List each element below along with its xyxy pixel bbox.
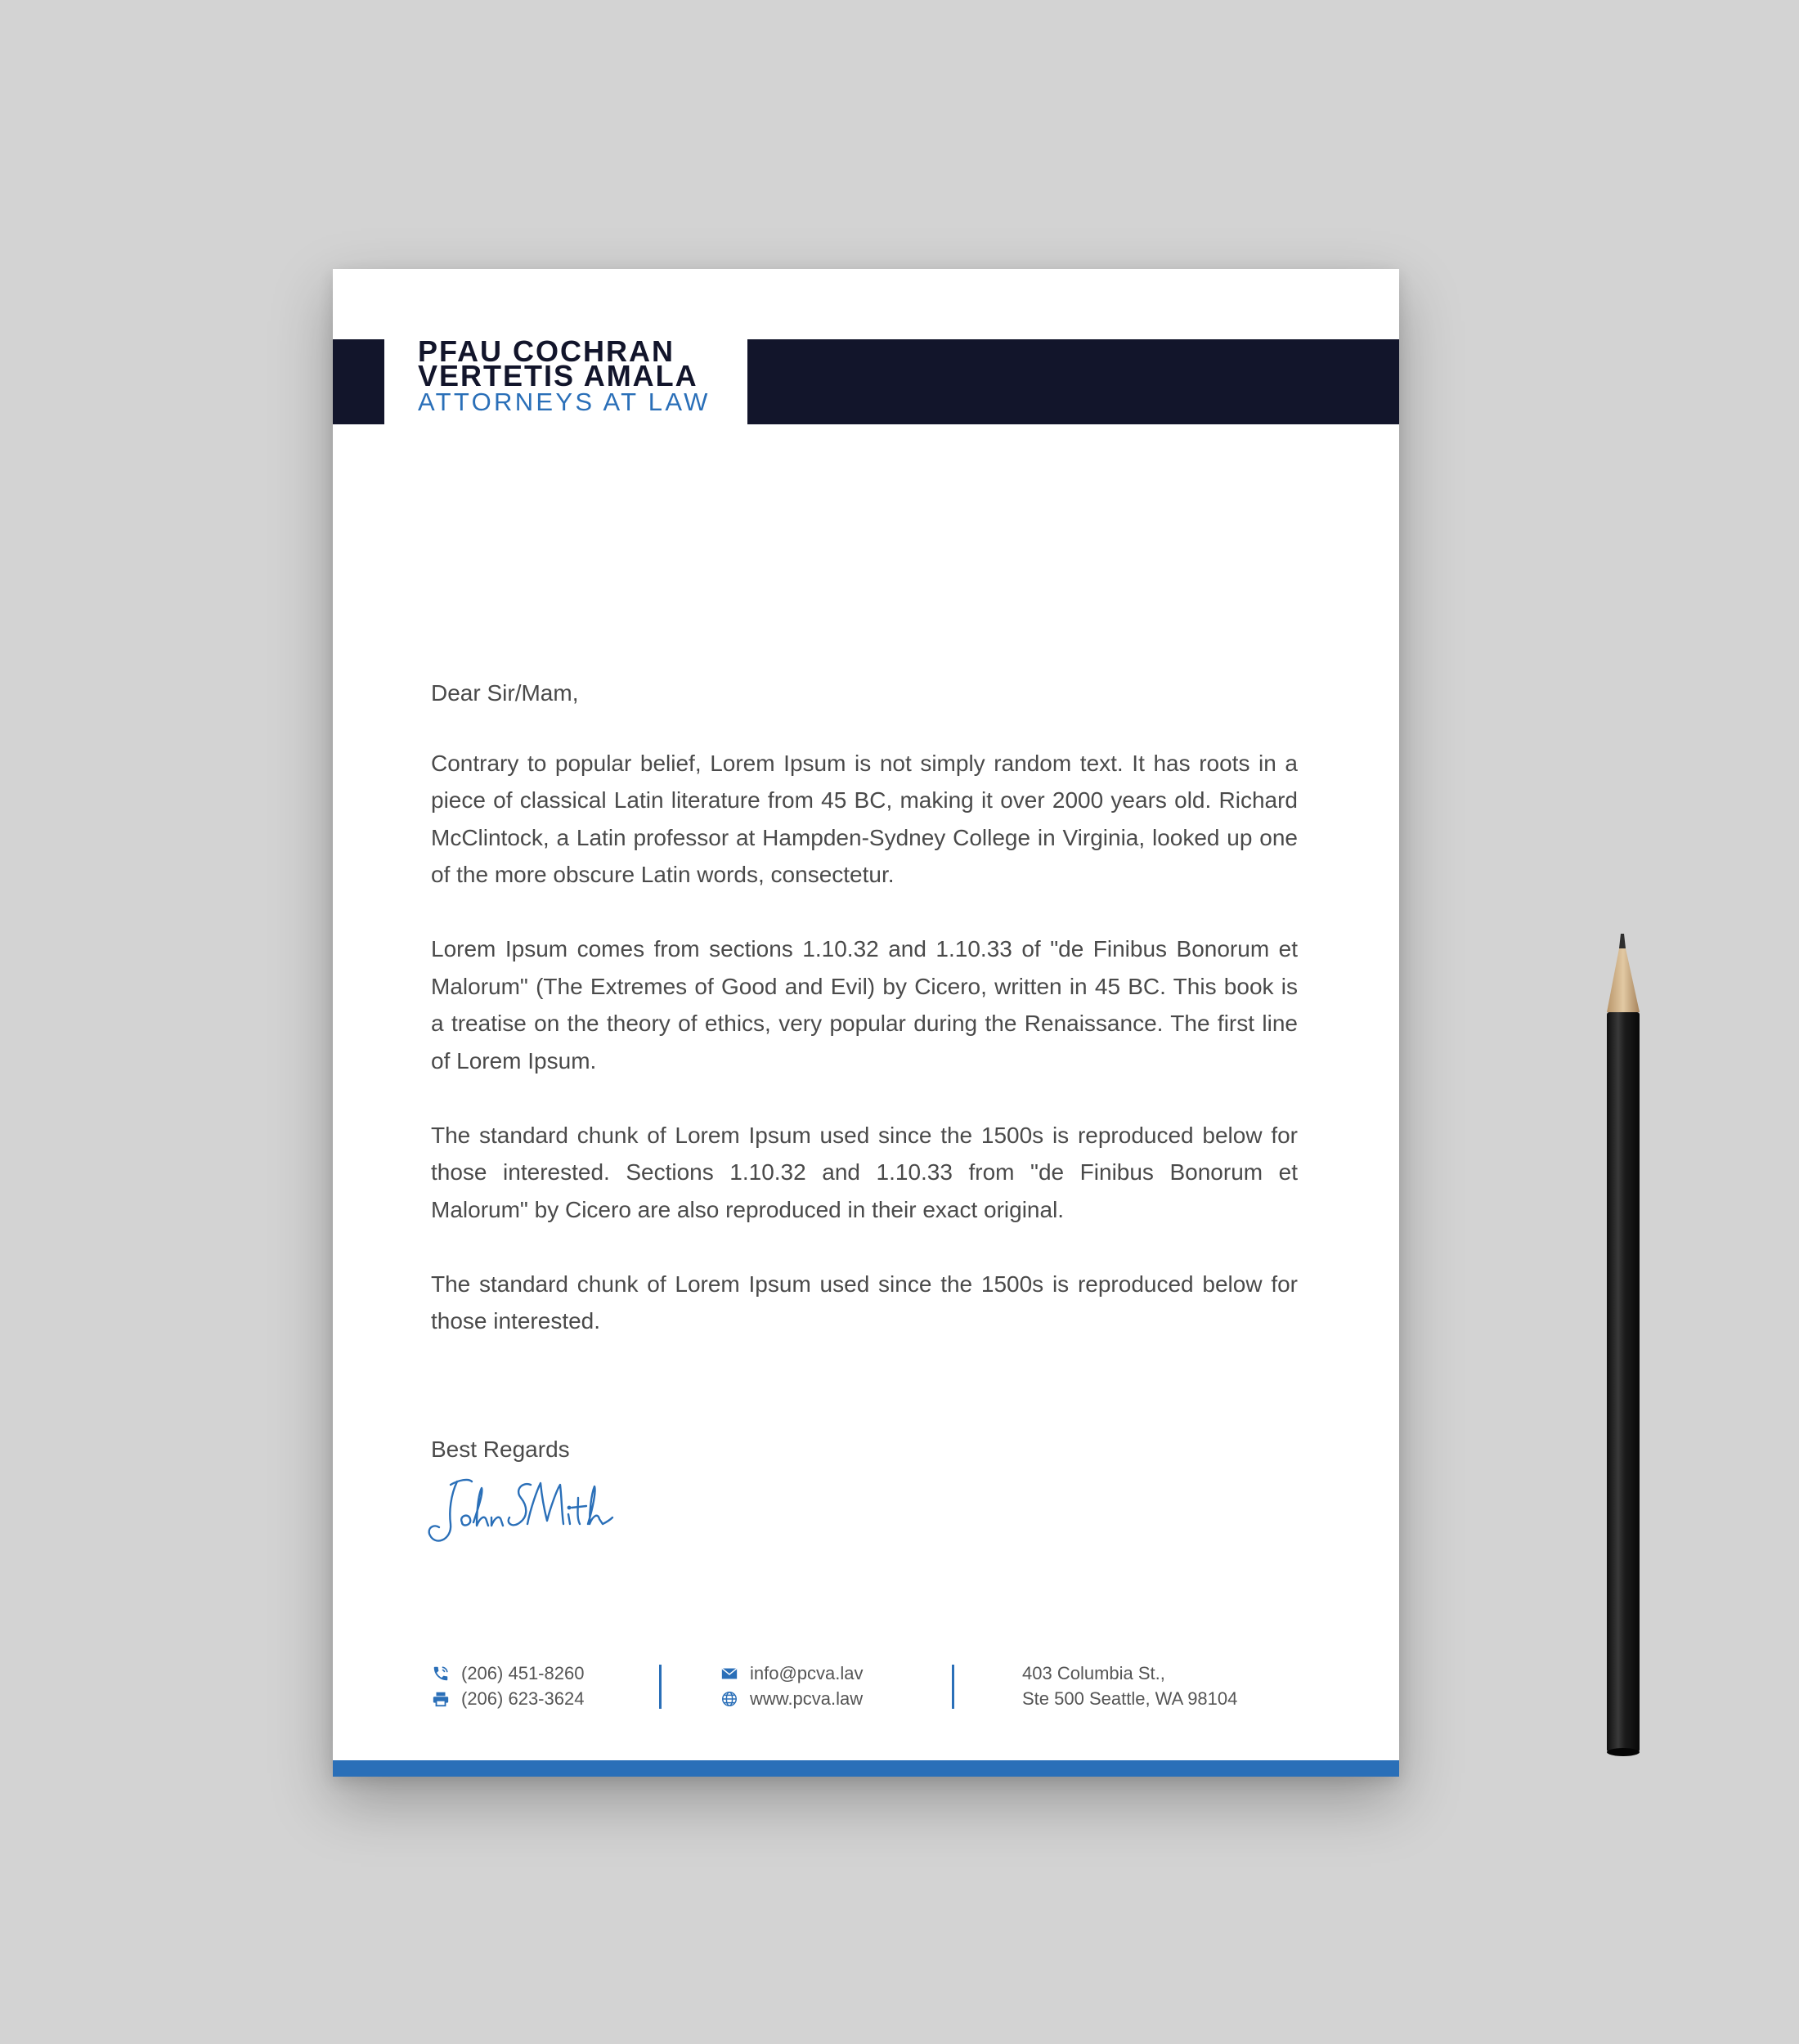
letter-paragraph: Lorem Ipsum comes from sections 1.10.32 and 1.10.33 of "de Finibus Bonorum et Malorum" (The Extremes of Good and Evil) by Cicero, written in 45 BC. This book is a treatise on the theory of ethics, very popular during the Renaissance. The first line of Lorem Ipsum. [431,936,1298,1074]
globe-icon [720,1690,738,1708]
firm-name-line1: PFAU COCHRAN [418,334,675,368]
letter-paragraph: The standard chunk of Lorem Ipsum used since the 1500s is reproduced below for those interested. Sections 1.10.32 and 1.10.33 from "de Finibus Bonorum et Malorum" by Cicero are also reproduced in their exact original. [431,1122,1298,1222]
address-line-1: 403 Columbia St., [1022,1662,1165,1683]
footer-address-column [1022,1661,1237,1711]
firm-name-line2: VERTETIS AMALA [418,359,698,392]
website-link[interactable]: www.pcva.law [750,1688,864,1709]
pencil-icon [1599,932,1648,1758]
footer-phone-row [432,1661,584,1686]
contact-footer [333,1661,1399,1713]
letter-greeting: Dear Sir/Mam, [431,680,579,706]
footer-divider [952,1665,954,1709]
letter-body [431,675,1298,1377]
printer-icon [432,1690,450,1708]
footer-email-row [720,1661,864,1686]
letterhead-paper [333,269,1399,1777]
footer-phone-column [432,1661,584,1711]
letter-paragraph: The standard chunk of Lorem Ipsum used since the 1500s is reproduced below for those interested. [431,1271,1298,1334]
firm-logo [418,334,737,424]
handwritten-signature [426,1475,614,1549]
footer-web-column [720,1661,864,1711]
fax-number: (206) 623-3624 [461,1688,585,1709]
footer-fax-row [432,1686,584,1711]
phone-icon [432,1665,450,1683]
firm-tagline: ATTORNEYS AT LAW [418,388,711,416]
email-link[interactable]: info@pcva.lav [750,1662,864,1683]
letter-closing: Best Regards [431,1437,570,1462]
letter-paragraph: Contrary to popular belief, Lorem Ipsum is not simply random text. It has roots in a piece of classical Latin literature from 45 BC, making it over 2000 years old. Richard McClintock, a Latin professor at Hampden-Sydney College in Virginia, looked up one of the more obscure Latin words, consectetur. [431,750,1298,887]
footer-divider [659,1665,662,1709]
envelope-icon [720,1665,738,1683]
address-line-2: Ste 500 Seattle, WA 98104 [1022,1688,1238,1709]
footer-website-row [720,1686,864,1711]
header-band-left [333,339,384,424]
footer-accent-bar [333,1760,1399,1777]
phone-number[interactable]: (206) 451-8260 [461,1662,585,1683]
header-band-right [747,339,1399,424]
